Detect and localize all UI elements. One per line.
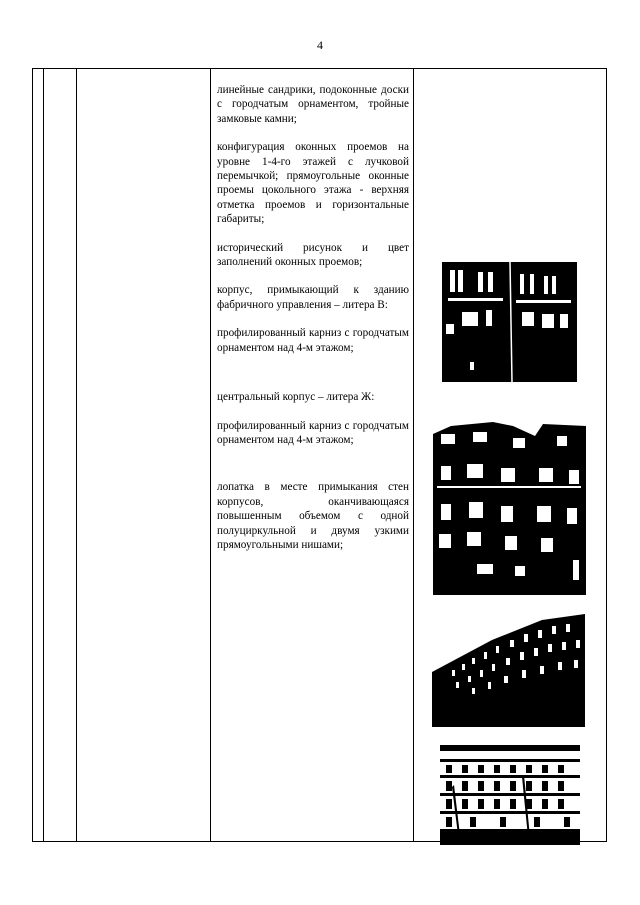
description-paragraph: конфигурация оконных проемов на уровне 1-4-го этажей с лучковой перемычкой; прямоугольные оконные проемы цокольного этажа - верхняя отметка проемов и горизонтальные габариты;: [217, 141, 409, 226]
description-paragraph: корпус, примыкающий к зданию фабричного управления – литера В:: [217, 284, 409, 311]
page-number: 4: [317, 38, 323, 52]
description-paragraph: профилированный карниз с городчатым орнаментом над 4-м этажом;: [217, 327, 409, 354]
facade-building-v-photo: [442, 262, 577, 382]
central-building-zh-photo: [433, 420, 586, 595]
description-paragraph: лопатка в месте примыкания стен корпусов, оканчивающаяся повышенным объемом с одной полуциркульной и двумя узкими прямоугольными нишами;: [217, 481, 409, 551]
ornate-facade-photo: [440, 745, 580, 845]
description-column: [217, 83, 409, 552]
column-divider: [76, 69, 77, 841]
description-paragraph: профилированный карниз с городчатым орнаментом над 4-м этажом;: [217, 419, 409, 446]
description-paragraph: линейные сандрики, подоконные доски с городчатым орнаментом, тройные замковые камни;: [217, 84, 409, 125]
description-paragraph: центральный корпус – литера Ж:: [217, 391, 375, 404]
column-divider: [413, 69, 414, 841]
building-perspective-photo: [432, 612, 585, 727]
description-paragraph: исторический рисунок и цвет заполнений оконных проемов;: [217, 241, 409, 269]
column-divider: [43, 69, 44, 841]
column-divider: [210, 69, 211, 841]
